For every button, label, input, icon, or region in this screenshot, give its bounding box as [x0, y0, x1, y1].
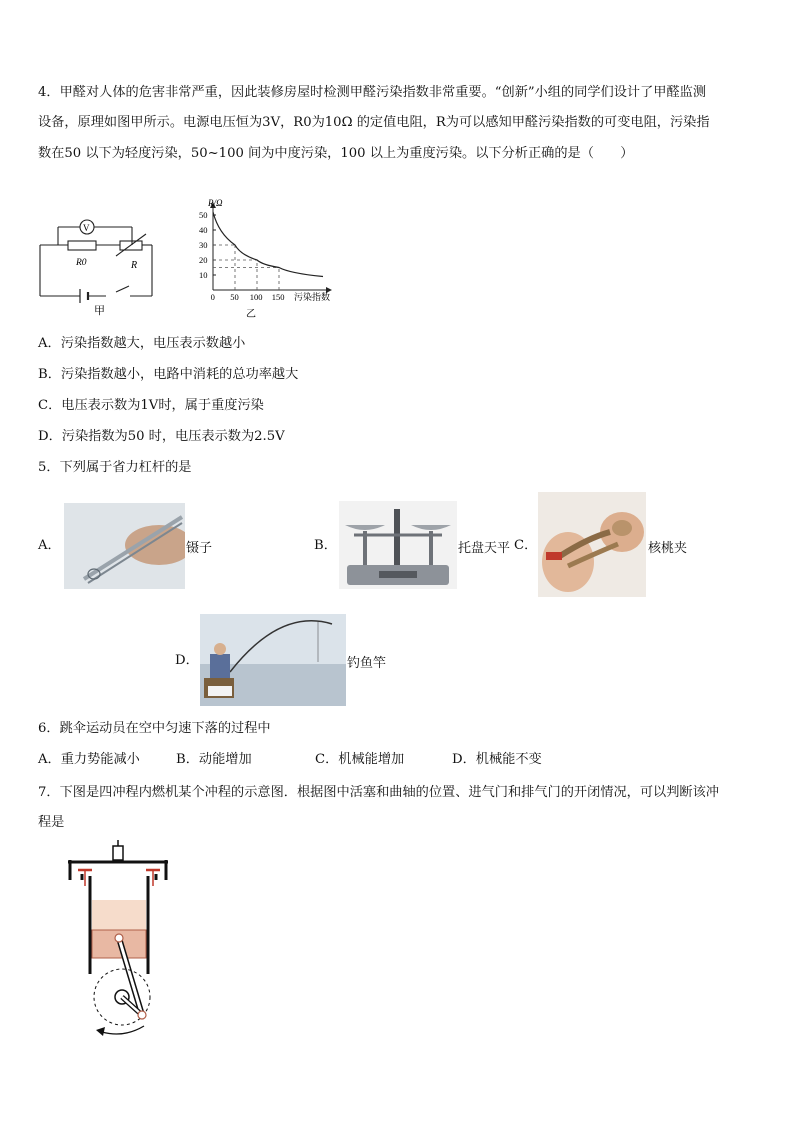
graph-ytick-label: 30	[199, 240, 208, 250]
q4-stem-line3: 数在50 以下为轻度污染，50~100 间为中度污染，100 以上为重度污染。以下分析正确的是（ ）	[38, 146, 634, 161]
q5-option-d-letter: D．	[175, 653, 199, 668]
graph-curve	[213, 212, 323, 277]
cylinder-gas	[92, 900, 146, 930]
graph-caption: 乙	[246, 309, 256, 320]
tweezers-photo	[64, 503, 185, 589]
q5-option-a-letter: A．	[38, 538, 61, 553]
q4-option-d: D．污染指数为50 时，电压表示数为2.5V	[38, 429, 285, 444]
graph-ylabel: R/Ω	[208, 198, 223, 208]
graph-xtick-label: 50	[230, 292, 239, 302]
q6-option-b: B．动能增加	[176, 752, 252, 767]
graph-xtick-label: 0	[210, 292, 215, 302]
balance-photo	[339, 501, 457, 589]
graph-ytick-label: 10	[199, 270, 208, 280]
q4-option-c: C．电压表示数为1V时，属于重度污染	[38, 398, 264, 413]
q5-option-b-caption: 托盘天平	[458, 541, 511, 556]
q4-stem-line2: 设备，原理如图甲所示。电源电压恒为3V，R0为10Ω 的定值电阻，R为可以感知甲醛污染指数的可变电阻，污染指	[38, 115, 710, 130]
circuit-diagram	[36, 210, 160, 320]
graph-ytick-label: 20	[199, 255, 208, 265]
q5-option-c-caption: 核桃夹	[648, 541, 688, 556]
engine-diagram	[62, 840, 178, 1044]
voltmeter-label: V	[83, 223, 90, 233]
switch-icon	[116, 286, 129, 292]
graph-xtick-label: 150	[271, 292, 285, 302]
r0-label: R0	[76, 258, 87, 268]
q6-option-c: C．机械能增加	[315, 752, 405, 767]
circuit-caption: 甲	[94, 305, 105, 317]
q4-option-b: B．污染指数越小，电路中消耗的总功率越大	[38, 367, 299, 382]
q5-option-a-caption: 镊子	[186, 541, 213, 556]
q5-option-d-caption: 钓鱼竿	[347, 656, 387, 671]
graph-ytick-label: 40	[199, 225, 208, 235]
pollution-graph	[190, 190, 340, 320]
q4-option-a: A．污染指数越大，电压表示数越小	[38, 336, 246, 351]
graph-xtick-label: 100	[249, 292, 263, 302]
q5-option-b-letter: B．	[314, 538, 337, 553]
q6-stem: 6．跳伞运动员在空中匀速下落的过程中	[38, 721, 271, 736]
q7-stem-line2: 程是	[38, 815, 65, 830]
q4-stem-line1: 4．甲醛对人体的危害非常严重，因此装修房屋时检测甲醛污染指数非常重要。“创新”小组的同学们设计了甲醛监测	[38, 85, 707, 100]
spark-plug-icon	[113, 846, 123, 860]
graph-ytick-label: 50	[199, 210, 208, 220]
q5-option-c-letter: C．	[514, 538, 538, 553]
q5-stem: 5．下列属于省力杠杆的是	[38, 460, 192, 475]
rotation-arrow-icon	[102, 1026, 144, 1034]
graph-xlabel: 污染指数	[294, 292, 331, 302]
q7-stem-line1: 7．下图是四冲程内燃机某个冲程的示意图．根据图中活塞和曲轴的位置、进气门和排气门的开闭情况，可以判断该冲	[38, 785, 719, 800]
fishing-rod-photo	[200, 614, 346, 706]
q6-option-d: D．机械能不变	[452, 752, 542, 767]
resistor-r0	[68, 241, 96, 250]
nutcracker-photo	[538, 492, 646, 597]
r-label: R	[131, 260, 138, 271]
q6-option-a: A．重力势能减小	[38, 752, 140, 767]
